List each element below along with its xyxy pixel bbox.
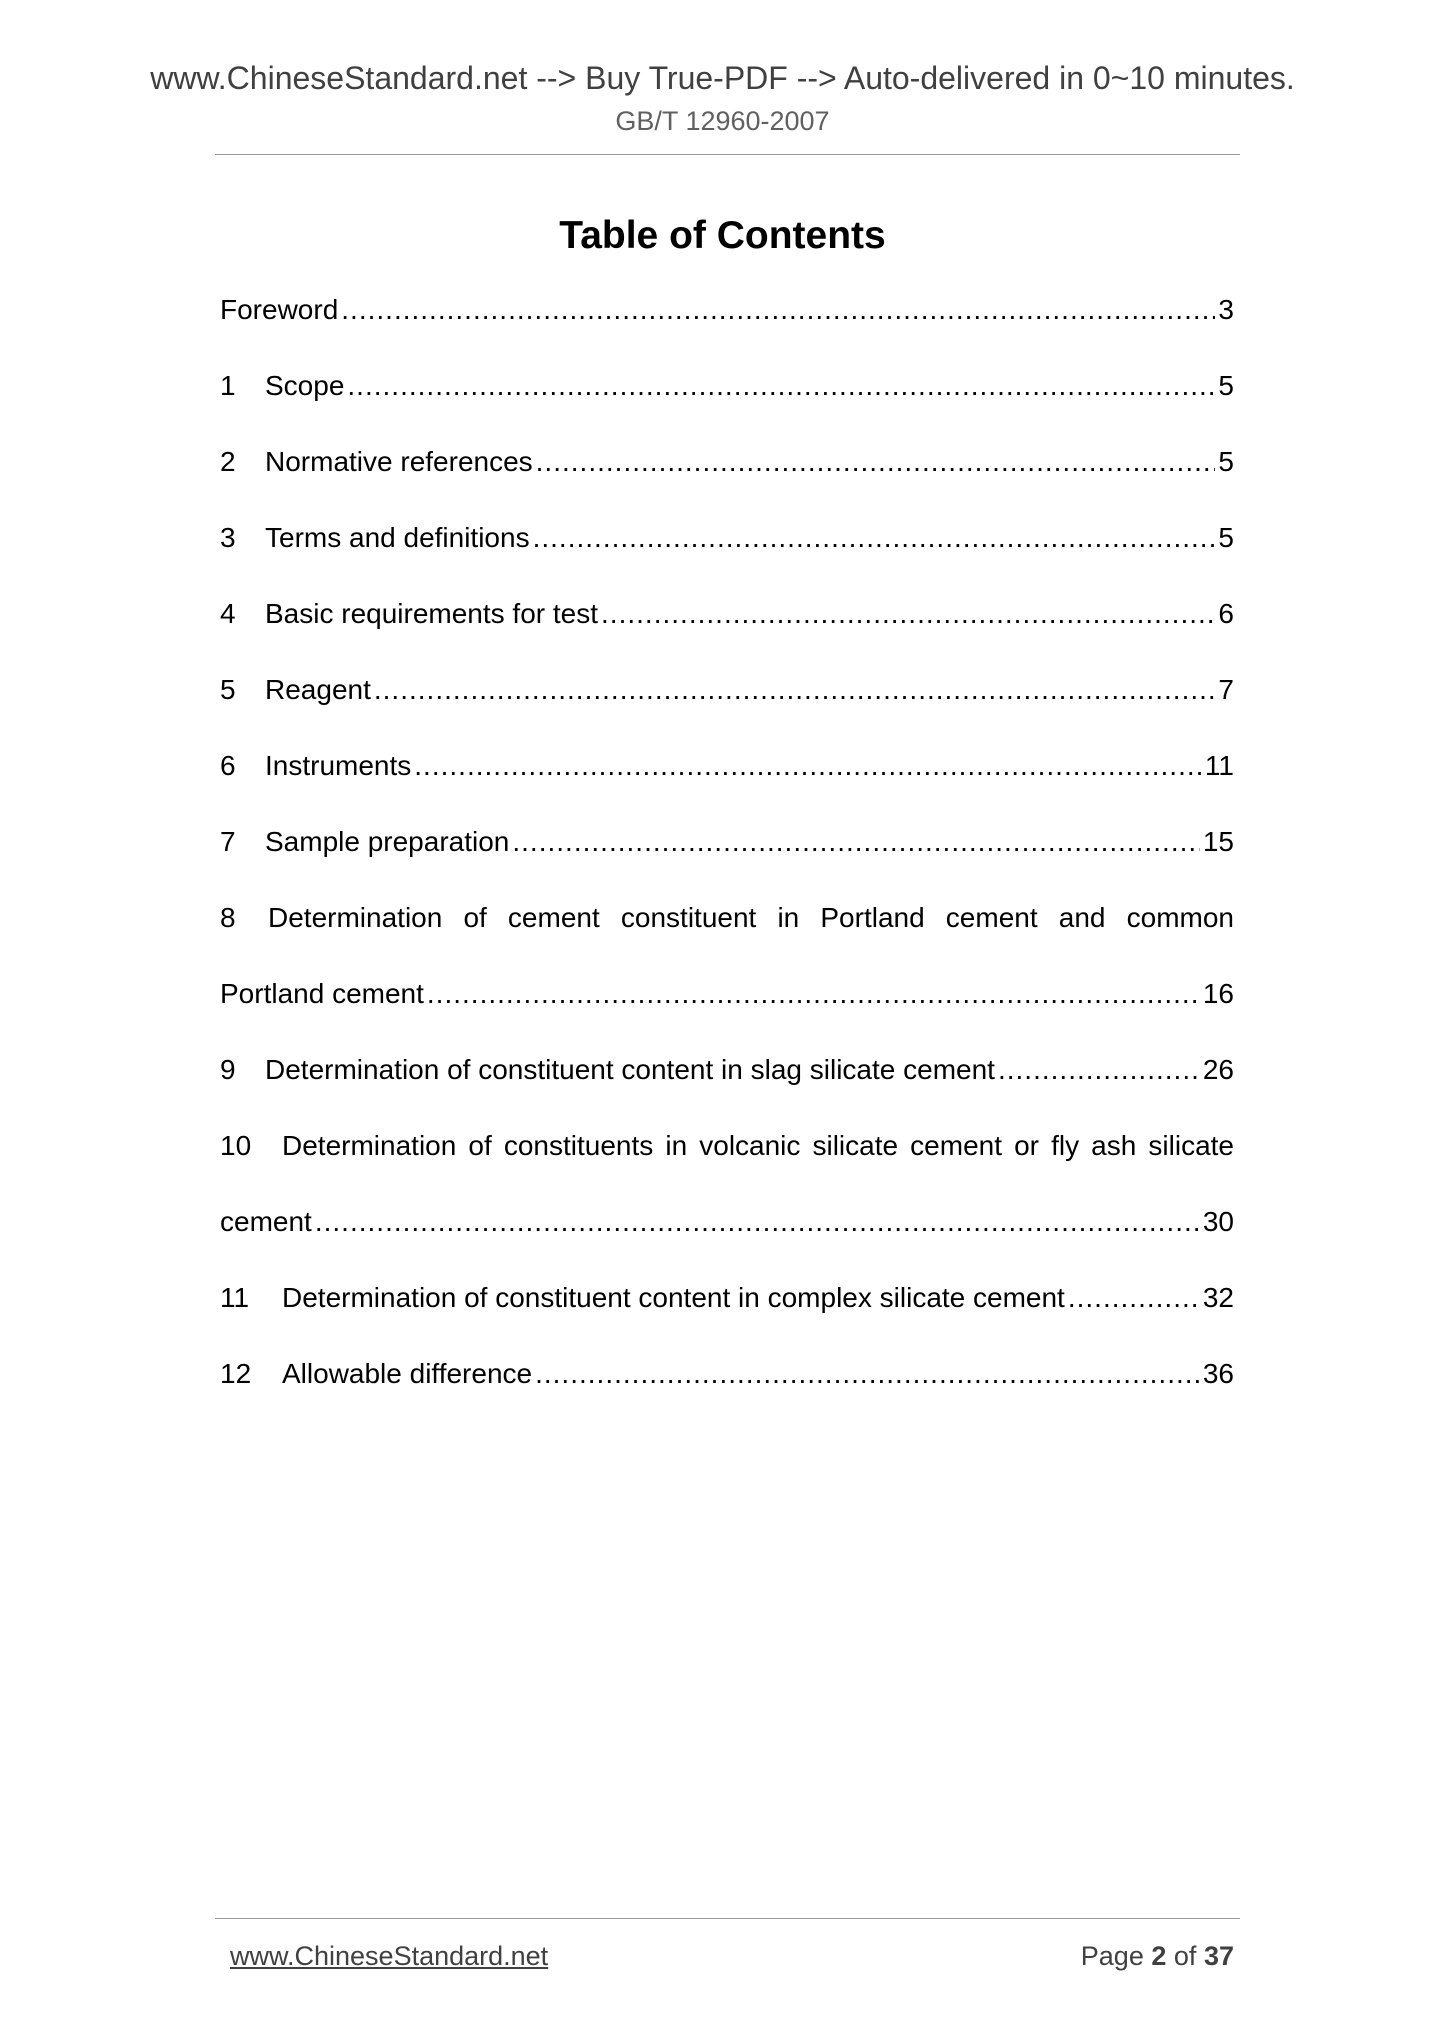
- toc-entry-text: Foreword: [220, 294, 339, 325]
- toc-entry-7[interactable]: [220, 823, 1234, 861]
- toc-leader: [414, 747, 1202, 785]
- toc-leader: [601, 595, 1215, 633]
- toc-entry-number: 7: [220, 826, 236, 857]
- toc-entry-1[interactable]: [220, 367, 1234, 405]
- toc-entry-number: 5: [220, 674, 236, 705]
- page-prefix: Page: [1080, 1941, 1144, 1971]
- footer-website-link[interactable]: www.ChineseStandard.net: [230, 1941, 549, 1971]
- toc-entry-text-line1: Determination of constituents in volcanic silicate cement or fly ash silicate: [282, 1130, 1234, 1161]
- toc-leader: [533, 519, 1216, 557]
- toc-entry-number: 6: [220, 750, 236, 781]
- toc-entry-10-continued[interactable]: [220, 1203, 1234, 1241]
- standard-code: GB/T 12960-2007: [615, 106, 830, 136]
- toc-entry-number: 12: [220, 1358, 252, 1389]
- toc-leader: [427, 975, 1200, 1013]
- toc-entry-text: Sample preparation: [265, 826, 510, 857]
- toc-entry-number: 10: [220, 1130, 252, 1161]
- toc-entry-page: 11: [1204, 750, 1234, 781]
- toc-entry-2[interactable]: [220, 443, 1234, 481]
- toc-entry-text: Allowable difference: [282, 1358, 533, 1389]
- toc-entry-text-line1: Determination of cement constituent in Portland cement and common: [268, 902, 1234, 933]
- toc-entry-9[interactable]: [220, 1051, 1234, 1089]
- toc-entry-page: 26: [1202, 1054, 1234, 1085]
- toc-entry-3[interactable]: [220, 519, 1234, 557]
- toc-entry-number: 11: [220, 1282, 250, 1313]
- header-divider: [215, 154, 1240, 155]
- toc-entry-page: 30: [1202, 1206, 1234, 1237]
- toc-leader: [347, 367, 1215, 405]
- toc-entry-page: 6: [1218, 598, 1234, 629]
- toc-entry-page: 5: [1218, 370, 1234, 401]
- toc-entry-page: 5: [1218, 522, 1234, 553]
- toc-entry-6[interactable]: [220, 747, 1234, 785]
- toc-title: Table of Contents: [559, 214, 886, 257]
- toc-entry-number: 4: [220, 598, 236, 629]
- toc-entry-page: 36: [1202, 1358, 1234, 1389]
- toc-entry-text: Determination of constituent content in slag silicate cement: [265, 1054, 995, 1085]
- toc-entry-number: 9: [220, 1054, 236, 1085]
- page-indicator: [1081, 1939, 1234, 1973]
- toc-entry-text: Reagent: [265, 674, 371, 705]
- footer-divider: [215, 1918, 1240, 1919]
- toc-entry-foreword[interactable]: [220, 291, 1234, 329]
- toc-entry-10[interactable]: [220, 1127, 1234, 1165]
- toc-entry-page: 5: [1218, 446, 1234, 477]
- toc-entry-12[interactable]: [220, 1355, 1234, 1393]
- toc-leader: [536, 443, 1216, 481]
- toc-entry-11[interactable]: [220, 1279, 1234, 1317]
- toc-entry-text: Scope: [265, 370, 345, 401]
- header-banner: www.ChineseStandard.net --> Buy True-PDF --> Auto-delivered in 0~10 minutes.: [150, 60, 1295, 96]
- toc-entry-text-line2: cement: [220, 1206, 312, 1237]
- toc-leader: [512, 823, 1199, 861]
- toc-entry-text: Basic requirements for test: [265, 598, 599, 629]
- toc-entry-number: 1: [220, 370, 236, 401]
- toc-entry-page: 7: [1218, 674, 1234, 705]
- page-current: 2: [1151, 1941, 1167, 1971]
- toc-entry-number: 3: [220, 522, 236, 553]
- page-total: 37: [1203, 1941, 1234, 1971]
- toc-leader: [374, 671, 1216, 709]
- page-of: of: [1173, 1941, 1197, 1971]
- toc-entry-number: 2: [220, 446, 236, 477]
- toc-entry-8-continued[interactable]: [220, 975, 1234, 1013]
- toc-leader: [535, 1355, 1200, 1393]
- toc-entry-number: 8: [220, 902, 236, 933]
- toc-entry-page: 15: [1202, 826, 1234, 857]
- toc-entry-page: 3: [1218, 294, 1234, 325]
- toc-entry-page: 16: [1202, 978, 1234, 1009]
- toc-entry-text: Instruments: [265, 750, 412, 781]
- toc-entry-text: Terms and definitions: [265, 522, 530, 553]
- toc-entry-8[interactable]: [220, 899, 1234, 937]
- toc-leader: [1068, 1279, 1200, 1317]
- toc-entry-5[interactable]: [220, 671, 1234, 709]
- toc-entry-text: Normative references: [265, 446, 533, 477]
- toc-entry-page: 32: [1202, 1282, 1234, 1313]
- toc-leader: [998, 1051, 1200, 1089]
- toc-entry-text-line2: Portland cement: [220, 978, 424, 1009]
- toc-entry-text: Determination of constituent content in complex silicate cement: [282, 1282, 1065, 1313]
- toc-entry-4[interactable]: [220, 595, 1234, 633]
- toc-leader: [341, 291, 1215, 329]
- toc-leader: [315, 1203, 1200, 1241]
